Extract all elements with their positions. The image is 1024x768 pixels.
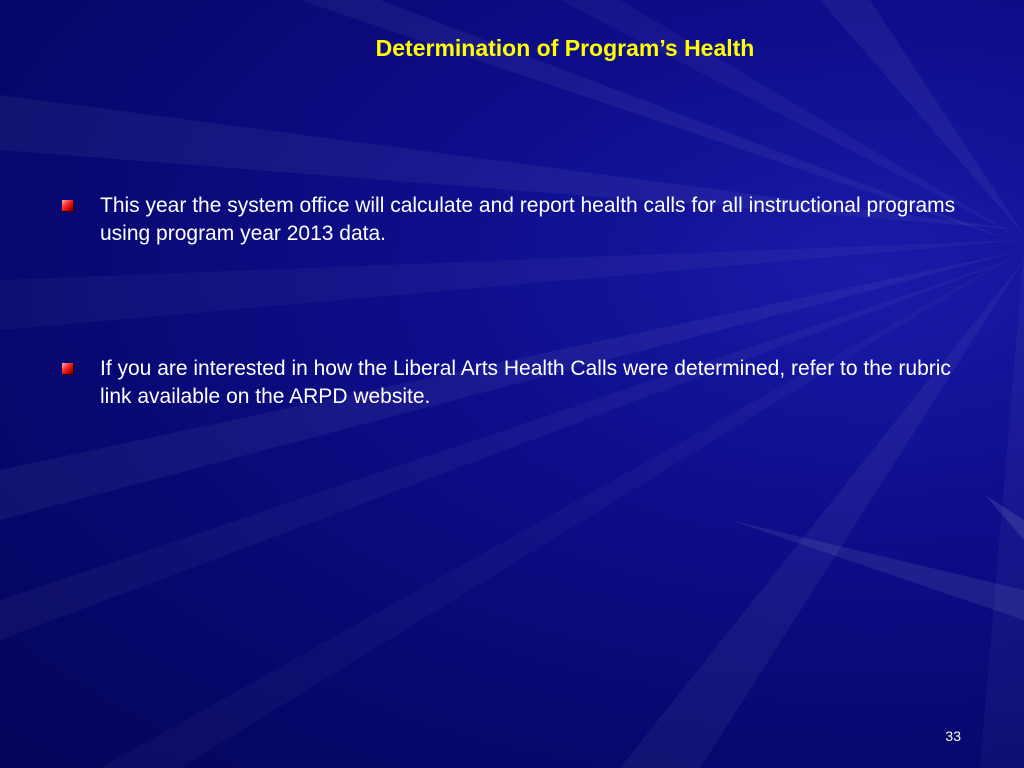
slide-title: Determination of Program’s Health (375, 35, 755, 61)
slide-number: 33 (945, 728, 961, 744)
bullet-text: If you are interested in how the Liberal Arts Health Calls were determined, refer to the rubric link available on the ARPD website. (100, 357, 951, 408)
bullet-text: This year the system office will calculate and report health calls for all instructional programs using program year 2013 data. (100, 194, 956, 245)
square-bullet-icon (62, 363, 73, 374)
square-bullet-icon (62, 200, 73, 211)
